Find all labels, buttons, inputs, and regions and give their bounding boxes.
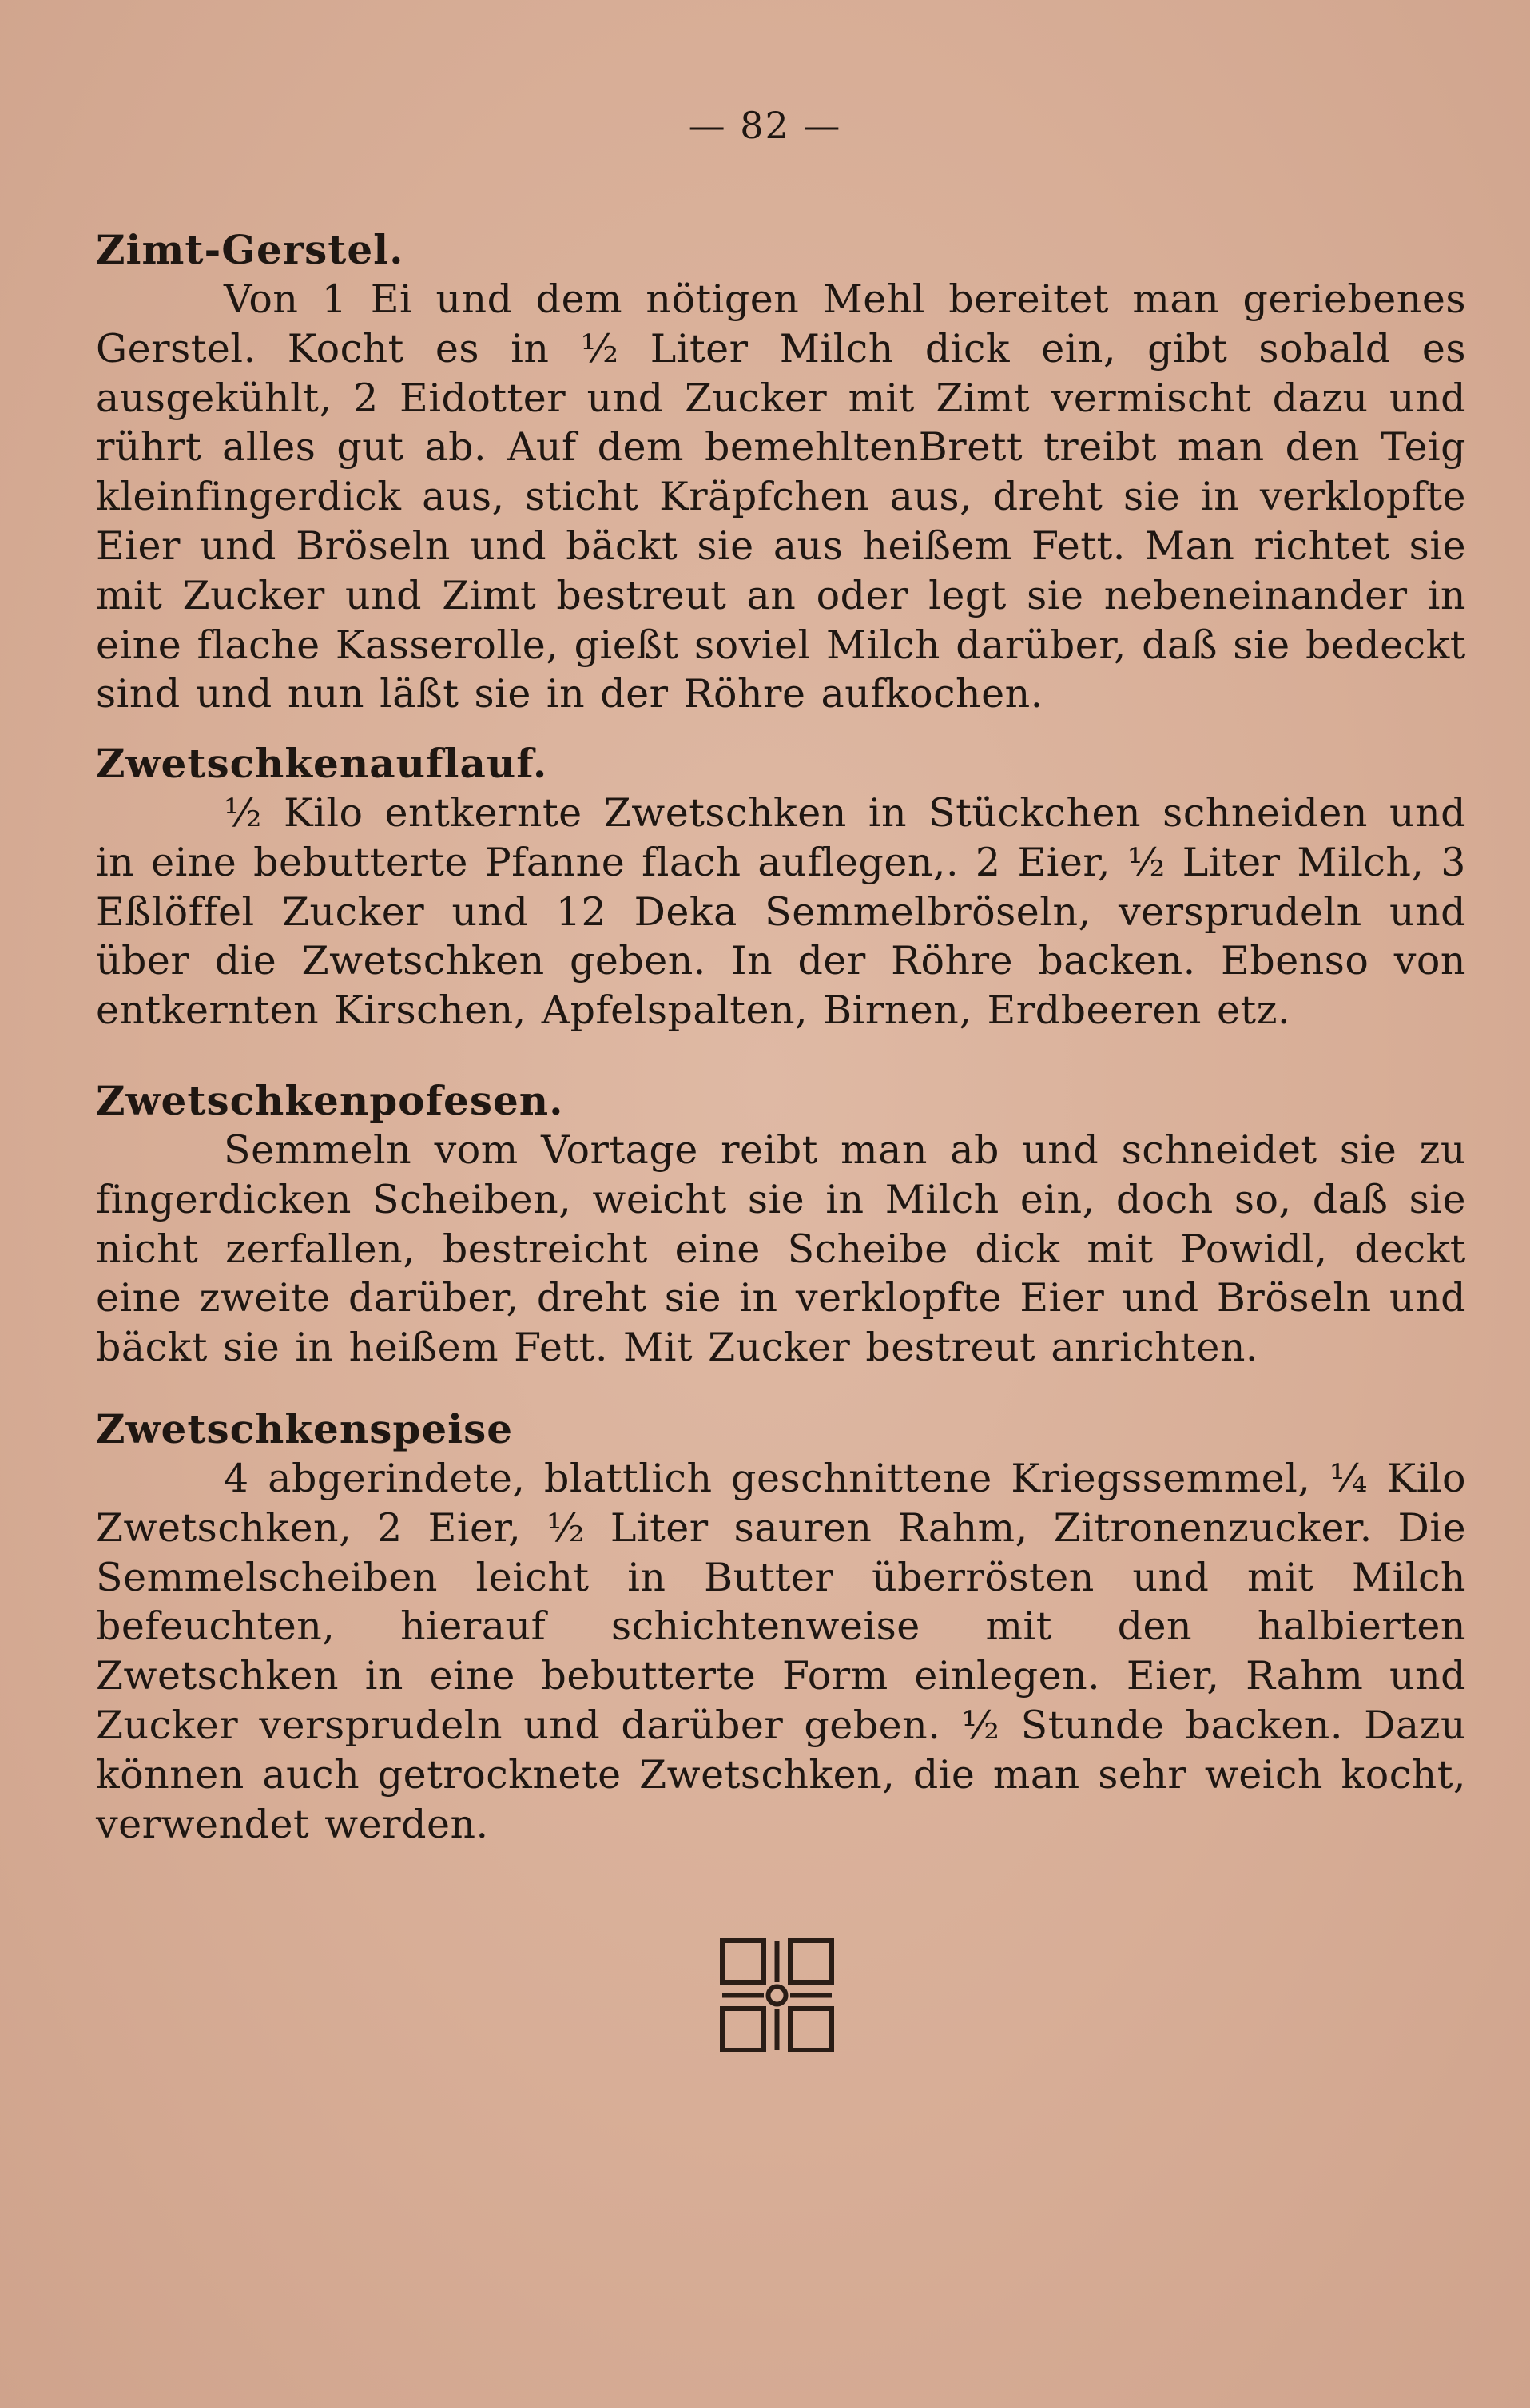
recipe-text: 4 abgerindete, blattlich geschnittene Kriegssemmel, ¼ Kilo Zwetschken, 2 Eier, ½ Liter sauren Rahm, Zitronenzucker. Die Semmelscheiben leicht in Butter überrösten und mit Milch befeuchten, hierauf schichtenweise mit den halbierten Zwetschken in eine bebutterte Form einlegen. Eier, Rahm und Zucker versprudeln und darüber geben. ½ Stunde backen. Dazu können auch getrocknete Zwetschken, die man sehr weich kocht, verwendet werden. [96,1456,1466,1847]
recipe-zwetschkenspeise [96,1405,1466,1849]
recipe-title: Zwetschkenauflauf. [96,740,548,787]
recipe-text: Von 1 Ei und dem nötigen Mehl bereitet man geriebenes Gerstel. Kocht es in ½ Liter Milch dick ein, gibt sobald es ausgekühlt, 2 Eidotter und Zucker mit Zimt vermischt dazu und rührt alles gut ab. Auf dem bemehltenBrett treibt man den Teig kleinfingerdick aus, sticht Kräpfchen aus, dreht sie in verklopfte Eier und Bröseln und bäckt sie aus heißem Fett. Man richtet sie mit Zucker und Zimt bestreut an oder legt sie nebeneinander in eine flache Kasserolle, gießt soviel Milch darüber, daß sie bedeckt sind und nun läßt sie in der Röhre aufkochen. [96,276,1466,717]
recipe-zwetschkenpofesen [96,1076,1466,1373]
recipe-title: Zimt-Gerstel. [96,226,404,273]
recipe-text: Semmeln vom Vortage reibt man ab und schneidet sie zu fingerdicken Scheiben, weicht sie in Milch ein, doch so, daß sie nicht zerfallen, bestreicht eine Scheibe dick mit Powidl, deckt eine zweite darüber, dreht sie in verklopfte Eier und Bröseln und bäckt sie in heißem Fett. Mit Zucker bestreut anrichten. [96,1127,1466,1371]
page-number: — 82 — [688,104,842,147]
recipe-title: Zwetschkenspeise [96,1405,514,1452]
decorative-square-ornament-icon [719,1937,835,2053]
recipe-title: Zwetschkenpofesen. [96,1077,564,1124]
recipe-zwetschkenauflauf [96,739,1466,1035]
recipe-text: ½ Kilo entkernte Zwetschken in Stückchen schneiden und in eine bebutterte Pfanne flach auflegen,. 2 Eier, ½ Liter Milch, 3 Eßlöffel Zucker und 12 Deka Semmelbröseln, versprudeln und über die Zwetschken geben. In der Röhre backen. Ebenso von entkernten Kirschen, Apfelspalten, Birnen, Erdbeeren etz. [96,790,1466,1034]
recipe-zimt-gerstel [96,225,1466,719]
